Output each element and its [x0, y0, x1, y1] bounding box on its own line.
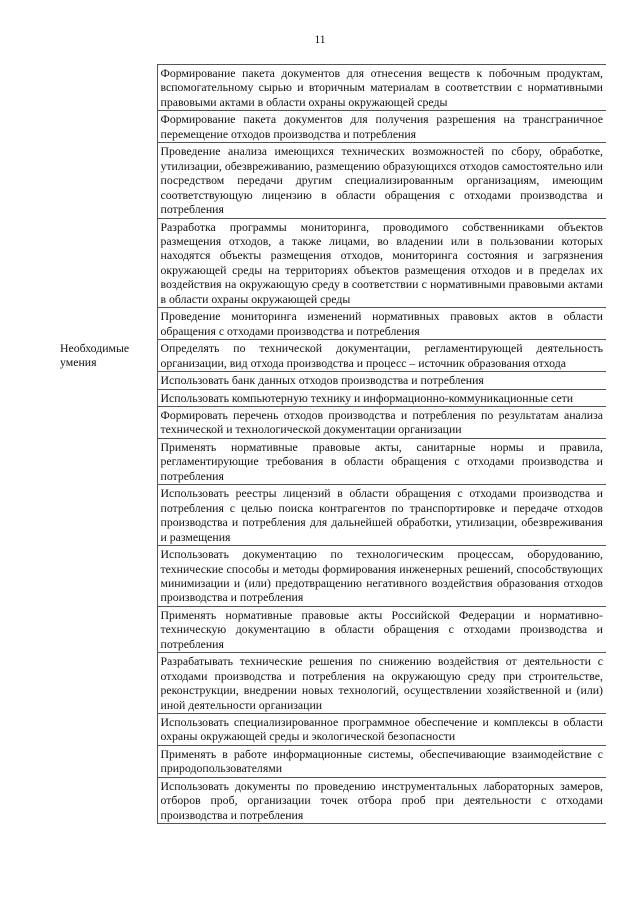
requirement-item: Применять нормативные правовые акты, санитарные нормы и правила, регламентирующие требования в области обращения с отходами производства и потребления [157, 438, 606, 484]
requirement-item: Разработка программы мониторинга, проводимого собственниками объектов размещения отходов, а также лицами, во владении или в пользовании которых находятся объекты размещения отходов, мониторинга состояния и загрязнения окружающей среды на территориях объектов размещения отходов и в пределах их воздействия на окружающую среду в соответствии с нормативными правовыми актами в области охраны окружающей среды [157, 218, 606, 308]
requirement-item: Формировать перечень отходов производства и потребления по результатам анализа технической и технологической документации организации [157, 406, 606, 438]
requirement-item: Использовать специализированное программное обеспечение и комплексы в области охраны окружающей среды и экологической безопасности [157, 714, 606, 746]
section-label [58, 65, 157, 340]
requirement-item: Определять по технической документации, регламентирующей деятельность организации, вид отхода производства и процесс – источник образования отхода [157, 340, 606, 372]
requirement-item: Использовать реестры лицензий в области обращения с отходами производства и потребления с целью поиска контрагентов по транспортировке и передаче отходов производства и потребления для дальнейшей обработки, утилизации, обезвреживания и размещения [157, 485, 606, 546]
requirement-item: Проведение анализа имеющихся технических возможностей по сбору, обработке, утилизации, обезвреживанию, размещению образующихся отходов самостоятельно или посредством передачи другим специализированным организациям, имеющим соответствующую лицензию в области обращения с отходами производства и потребления [157, 143, 606, 218]
requirement-item: Использовать документацию по технологическим процессам, оборудованию, технические способы и методы формирования инженерных решений, способствующих минимизации и (или) предотвращению негативного воздействия образования отходов производства и потребления [157, 546, 606, 607]
requirement-item: Использовать документы по проведению инструментальных лабораторных замеров, отборов проб, организации точек отбора проб при деятельности с отходами производства и потребления [157, 777, 606, 823]
requirement-item: Формирование пакета документов для получения разрешения на трансграничное перемещение отходов производства и потребления [157, 111, 606, 143]
page-number: 11 [314, 34, 326, 46]
requirement-item: Проведение мониторинга изменений нормативных правовых актов в области обращения с отходами производства и потребления [157, 308, 606, 340]
requirements-table [58, 64, 606, 824]
requirement-item: Использовать компьютерную технику и информационно-коммуникационные сети [157, 389, 606, 406]
table-row [58, 340, 606, 372]
requirements-table-body [58, 65, 606, 824]
requirement-item: Разрабатывать технические решения по снижению воздействия от деятельности с отходами производства и потребления на окружающую среду при строительстве, реконструкции, внедрении новых технологий, осуществлении хозяйственной и (или) иной деятельности организации [157, 653, 606, 714]
requirement-item: Применять в работе информационные системы, обеспечивающие взаимодействие с природопользователями [157, 745, 606, 777]
table-row [58, 65, 606, 111]
requirement-item: Формирование пакета документов для отнесения веществ к побочным продуктам, вспомогательному сырью и вторичным материалам в соответствии с нормативными правовыми актами в области охраны окружающей среды [157, 65, 606, 111]
requirement-item: Применять нормативные правовые акты Российской Федерации и нормативно-техническую документацию в области обращения с отходами производства и потребления [157, 606, 606, 652]
section-label: Необходимые умения [58, 340, 157, 824]
requirement-item: Использовать банк данных отходов производства и потребления [157, 372, 606, 389]
